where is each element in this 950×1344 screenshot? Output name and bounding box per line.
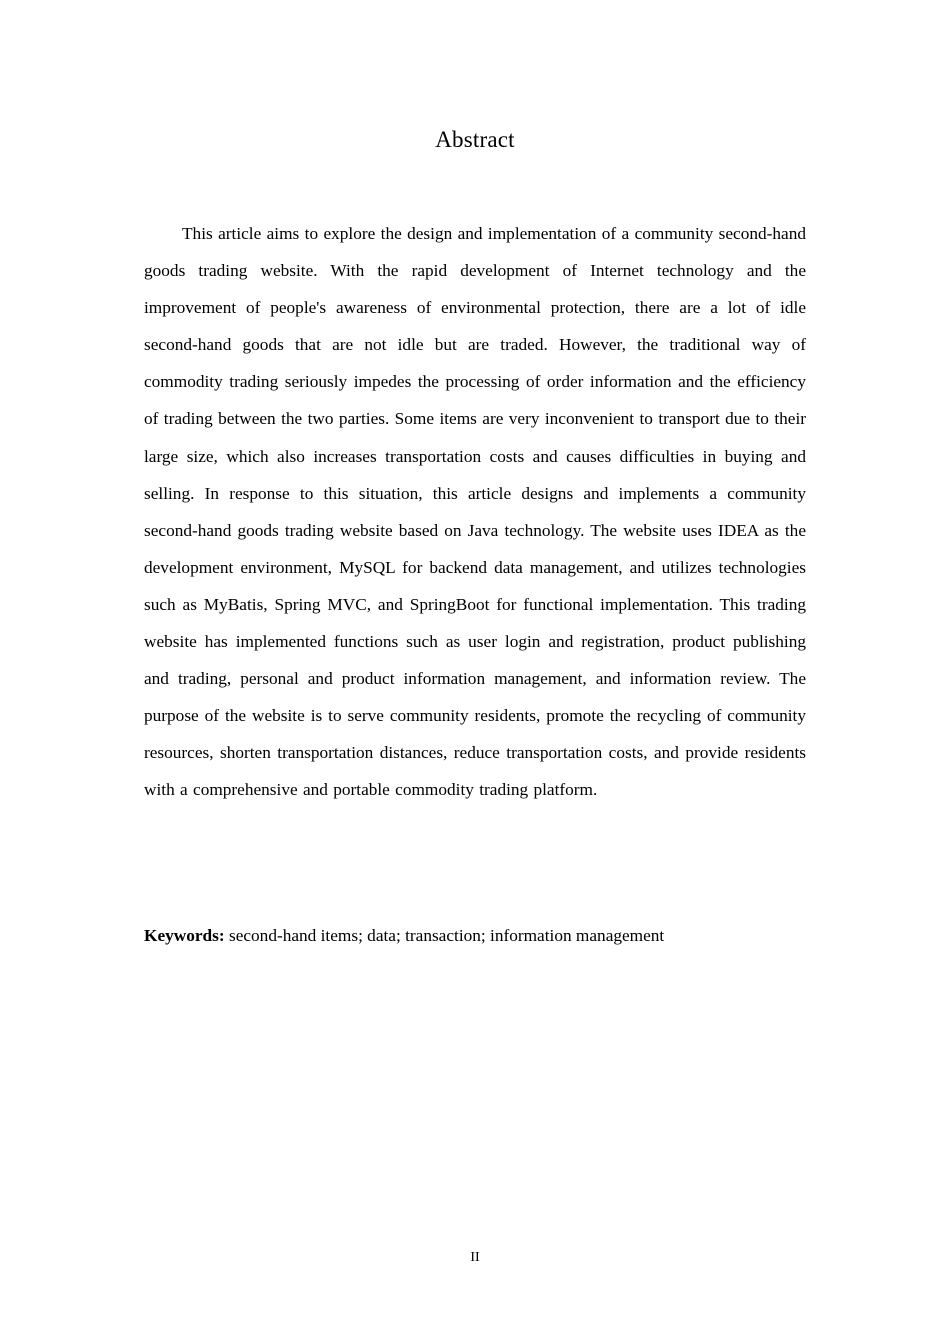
abstract-title: Abstract [435, 127, 515, 152]
keywords-line [144, 920, 806, 952]
keywords-label: Keywords: [144, 926, 225, 945]
abstract-paragraph: This article aims to explore the design and implementation of a community second-hand goods trading website. With the rapid development of Internet technology and the improvement of people's awareness of environmental protection, there are a lot of idle second-hand goods that are not idle but are traded. However, the traditional way of commodity trading seriously impedes the processing of order information and the efficiency of trading between the two parties. Some items are very inconvenient to transport due to their large size, which also increases transportation costs and causes difficulties in buying and selling. In response to this situation, this article designs and implements a community second-hand goods trading website based on Java technology. The website uses IDEA as the development environment, MySQL for backend data management, and utilizes technologies such as MyBatis, Spring MVC, and SpringBoot for functional implementation. This trading website has implemented functions such as user login and registration, product publishing and trading, personal and product information management, and information review. The purpose of the website is to serve community residents, promote the recycling of community resources, shorten transportation distances, reduce transportation costs, and provide residents with a comprehensive and portable commodity trading platform. [144, 224, 806, 800]
keywords-text: second-hand items; data; transaction; information management [228, 926, 665, 945]
page-number: II [470, 1250, 480, 1265]
